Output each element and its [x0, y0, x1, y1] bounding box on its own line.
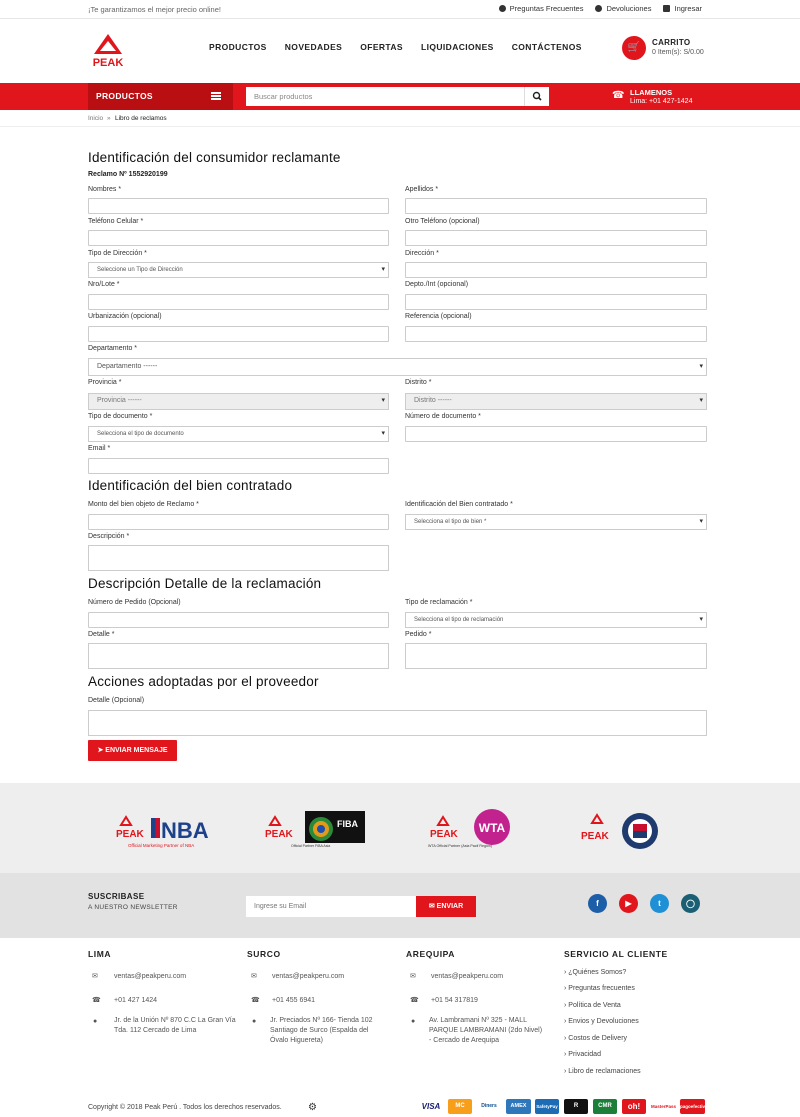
location-icon: ●: [252, 1018, 257, 1025]
label-descripcion: Descripción *: [88, 533, 130, 540]
newsletter-send-label: ENVIAR: [436, 903, 464, 910]
question-icon: [499, 5, 506, 12]
footer-title-arequipa: AREQUIPA: [406, 949, 456, 959]
link-libro-reclamaciones[interactable]: › Libro de reclamaciones: [564, 1068, 641, 1075]
search-input[interactable]: Buscar productos: [246, 87, 524, 106]
faq-link[interactable]: [499, 4, 584, 13]
tipo-direccion-select[interactable]: Seleccione un Tipo de Dirección ▾: [88, 262, 389, 278]
depto-input[interactable]: [405, 294, 707, 310]
section-title-provider-actions: Acciones adoptadas por el proveedor: [88, 674, 319, 689]
label-email: Email *: [88, 445, 111, 452]
peak-nba-logo: [114, 807, 224, 849]
label-tipo-reclamacion: Tipo de reclamación *: [405, 599, 473, 606]
label-nombres: Nombres *: [88, 186, 122, 193]
email-input[interactable]: [88, 458, 389, 474]
nav-ofertas[interactable]: OFERTAS: [360, 42, 403, 52]
safetypay-icon: SafetyPay: [535, 1099, 559, 1114]
svg-text:Official Marketing Partner of: Official Marketing Partner of NBA: [128, 843, 195, 848]
diners-icon: Diners: [477, 1099, 501, 1114]
location-icon: ●: [411, 1018, 416, 1025]
arequipa-phone[interactable]: +01 54 317819: [431, 997, 478, 1004]
referencia-input[interactable]: [405, 326, 707, 342]
footer-title-lima: LIMA: [88, 949, 112, 959]
twitter-icon[interactable]: t: [650, 894, 669, 913]
urbanizacion-input[interactable]: [88, 326, 389, 342]
svg-text:PEAK: PEAK: [430, 829, 458, 840]
identificacion-bien-select[interactable]: Selecciona el tipo de bien * ▾: [405, 514, 707, 530]
link-privacidad[interactable]: › Privacidad: [564, 1051, 601, 1058]
returns-label: Devoluciones: [606, 4, 652, 13]
svg-text:PEAK: PEAK: [265, 829, 293, 840]
top-links: [499, 4, 702, 13]
claim-number: Reclamo Nº 1552920199: [88, 171, 168, 178]
breadcrumb-home[interactable]: Inicio: [88, 115, 104, 122]
section-title-consumer: Identificación del consumidor reclamante: [88, 150, 341, 165]
monto-input[interactable]: [88, 514, 389, 530]
peak-olympic-team-logo: [578, 807, 668, 849]
section-title-claim-detail: Descripción Detalle de la reclamación: [88, 576, 322, 591]
site-footer: [0, 938, 800, 1117]
send-message-label: ENVIAR MENSAJE: [105, 747, 168, 754]
surco-address: Jr. Preciados Nº 166- Tienda 102 Santiago de Surco (Espalda del Óvalo Higuereta): [270, 1017, 373, 1044]
label-numero-documento: Número de documento *: [405, 413, 481, 420]
label-tipo-direccion: Tipo de Dirección *: [88, 250, 147, 257]
lock-icon: [663, 5, 670, 12]
distrito-select[interactable]: Distrito ------ ▾: [405, 393, 707, 410]
label-apellidos: Apellidos *: [405, 186, 439, 193]
label-distrito: Distrito *: [405, 379, 432, 386]
copyright: Copyright © 2018 Peak Perú . Todos los derechos reservados.: [88, 1104, 282, 1111]
breadcrumb-current: Libro de reclamos: [115, 115, 167, 122]
numero-pedido-input[interactable]: [88, 612, 389, 628]
cart-title[interactable]: CARRITO: [652, 38, 691, 47]
mail-icon: ✉: [251, 973, 257, 980]
send-message-button[interactable]: [88, 740, 177, 761]
peak-logo[interactable]: [88, 32, 128, 70]
label-pedido: Pedido *: [405, 631, 432, 638]
surco-email[interactable]: ventas@peakperu.com: [272, 973, 345, 980]
surco-phone[interactable]: +01 455 6941: [272, 997, 316, 1004]
facebook-icon[interactable]: f: [588, 894, 607, 913]
call-title: LLAMENOS: [630, 88, 673, 97]
pedido-textarea[interactable]: [405, 643, 707, 669]
lima-phone[interactable]: +01 427 1424: [114, 997, 158, 1004]
label-identificacion-bien: Identificación del Bien contratado *: [405, 501, 513, 508]
mail-icon: ✉: [410, 973, 416, 980]
lima-address: Jr. de la Unión Nº 870 C.C La Gran Vía Tda. 112 Cercado de Lima: [114, 1017, 236, 1034]
label-referencia: Referencia (opcional): [405, 313, 472, 320]
link-envios-devoluciones[interactable]: › Envios y Devoluciones: [564, 1018, 639, 1025]
footer-title-service: SERVICIO AL CLIENTE: [564, 949, 668, 959]
instagram-icon[interactable]: ◯: [681, 894, 700, 913]
menu-icon: [211, 92, 221, 100]
svg-text:NBA: NBA: [161, 818, 209, 843]
search-icon: [532, 87, 542, 106]
tipo-documento-select[interactable]: Selecciona el tipo de documento ▾: [88, 426, 389, 442]
nav-productos[interactable]: PRODUCTOS: [209, 42, 267, 52]
returns-link[interactable]: [595, 4, 651, 13]
nav-contactenos[interactable]: CONTÁCTENOS: [511, 42, 582, 52]
newsletter-email-input[interactable]: Ingrese su Email: [246, 896, 416, 917]
masterpass-icon: MasterPass: [651, 1099, 675, 1114]
peak-wta-logo: [426, 807, 526, 849]
cart-icon[interactable]: 🛒: [622, 36, 646, 60]
svg-text:WTA: WTA: [478, 821, 506, 835]
svg-text:PEAK: PEAK: [581, 831, 609, 842]
label-nro-lote: Nro/Lote *: [88, 281, 120, 288]
svg-text:WTA Official Partner (Asia Pac: WTA Official Partner (Asia Pacif Region): [428, 844, 492, 848]
newsletter-send-button[interactable]: [416, 896, 476, 917]
svg-text:PEAK: PEAK: [92, 57, 124, 69]
label-otro-telefono: Otro Teléfono (opcional): [405, 218, 480, 225]
site-header: [0, 20, 800, 83]
mail-icon: ✉: [92, 973, 98, 980]
numero-documento-input[interactable]: [405, 426, 707, 442]
svg-text:PEAK: PEAK: [116, 829, 144, 840]
label-detalle: Detalle *: [88, 631, 115, 638]
main-nav: [209, 42, 582, 52]
link-politica-venta[interactable]: › Política de Venta: [564, 1002, 621, 1009]
newsletter-section: [0, 873, 800, 938]
nav-liquidaciones[interactable]: LIQUIDACIONES: [421, 42, 494, 52]
mail-icon: ✉: [428, 903, 437, 910]
phone-icon: ☎: [612, 90, 625, 101]
peak-fiba-logo: [263, 807, 373, 849]
lima-email[interactable]: ventas@peakperu.com: [114, 973, 187, 980]
label-celular: Teléfono Celular *: [88, 218, 144, 225]
phone-icon: ☎: [251, 997, 260, 1004]
label-direccion: Dirección *: [405, 250, 439, 257]
descripcion-textarea[interactable]: [88, 545, 389, 571]
tipo-reclamacion-select[interactable]: Selecciona el tipo de reclamación ▾: [405, 612, 707, 628]
label-monto: Monto del bien objeto de Reclamo *: [88, 501, 199, 508]
label-depto: Depto./Int (opcional): [405, 281, 469, 288]
pagoefectivo-icon: pagoefectivo: [680, 1099, 705, 1114]
partners-strip: [0, 783, 800, 873]
label-departamento: Departamento *: [88, 345, 138, 352]
breadcrumb-separator: »: [107, 115, 111, 122]
departamento-select[interactable]: Departamento ------ ▾: [88, 358, 707, 376]
visa-icon: VISA: [419, 1099, 443, 1114]
red-nav-bar: [0, 83, 800, 110]
breadcrumb: [0, 110, 800, 127]
link-costos-delivery[interactable]: › Costos de Delivery: [564, 1035, 628, 1042]
faq-label: Preguntas Frecuentes: [509, 4, 584, 13]
arequipa-address: Av. Lambramani Nº 325 - MALL PARQUE LAMBRAMANI (2do Nivel) - Cercado de Arequipa: [429, 1017, 543, 1044]
login-label: Ingresar: [674, 4, 702, 13]
link-quienes-somos[interactable]: › ¿Quiénes Somos?: [564, 969, 627, 976]
link-preguntas-frecuentes[interactable]: › Preguntas frecuentes: [564, 985, 635, 992]
newsletter-title: SUSCRIBASE: [88, 892, 145, 901]
direccion-input[interactable]: [405, 262, 707, 278]
cmr-icon: CMR: [593, 1099, 617, 1114]
cart-summary[interactable]: 0 Item(s): S/0.00: [652, 49, 704, 56]
label-numero-pedido: Número de Pedido (Opcional): [88, 599, 181, 606]
gear-icon[interactable]: ⚙: [308, 1102, 317, 1113]
nombres-input[interactable]: [88, 198, 389, 214]
detalle-textarea[interactable]: [88, 643, 389, 669]
nav-novedades[interactable]: NOVEDADES: [284, 42, 343, 52]
search-button[interactable]: [524, 87, 549, 106]
newsletter-subtitle: A NUESTRO NEWSLETTER: [88, 904, 178, 911]
mastercard-icon: MC: [448, 1099, 472, 1114]
returns-icon: [595, 5, 602, 12]
arequipa-email[interactable]: ventas@peakperu.com: [431, 973, 504, 980]
svg-text:FIBA: FIBA: [337, 819, 358, 829]
otro-telefono-input[interactable]: [405, 230, 707, 246]
apellidos-input[interactable]: [405, 198, 707, 214]
amex-icon: AMEX: [506, 1099, 531, 1114]
svg-text:Official Partner FIBA Asia: Official Partner FIBA Asia: [291, 844, 331, 848]
ripley-icon: R: [564, 1099, 588, 1114]
label-urbanizacion: Urbanización (opcional): [88, 313, 162, 320]
footer-title-surco: SURCO: [247, 949, 281, 959]
youtube-icon[interactable]: ▶: [619, 894, 638, 913]
phone-icon: ☎: [92, 997, 101, 1004]
celular-input[interactable]: [88, 230, 389, 246]
location-icon: ●: [93, 1018, 98, 1025]
promo-text: ¡Te garantizamos el mejor precio online!: [88, 5, 221, 14]
products-menu-label: PRODUCTOS: [96, 91, 153, 101]
call-number[interactable]: Lima: +01 427-1424: [630, 98, 693, 105]
login-link[interactable]: [663, 4, 702, 13]
detalle-opcional-textarea[interactable]: [88, 710, 707, 736]
label-detalle-opcional: Detalle (Opcional): [88, 697, 145, 704]
provincia-select[interactable]: Provincia ------ ▾: [88, 393, 389, 410]
oh-card-icon: oh!: [622, 1099, 646, 1114]
phone-icon: ☎: [410, 997, 419, 1004]
section-title-goods: Identificación del bien contratado: [88, 478, 293, 493]
label-tipo-documento: Tipo de documento *: [88, 413, 153, 420]
products-menu-button[interactable]: [88, 83, 233, 110]
top-bar: [0, 0, 800, 19]
nro-lote-input[interactable]: [88, 294, 389, 310]
label-provincia: Provincia *: [88, 379, 122, 386]
send-icon: ➤: [97, 747, 106, 754]
